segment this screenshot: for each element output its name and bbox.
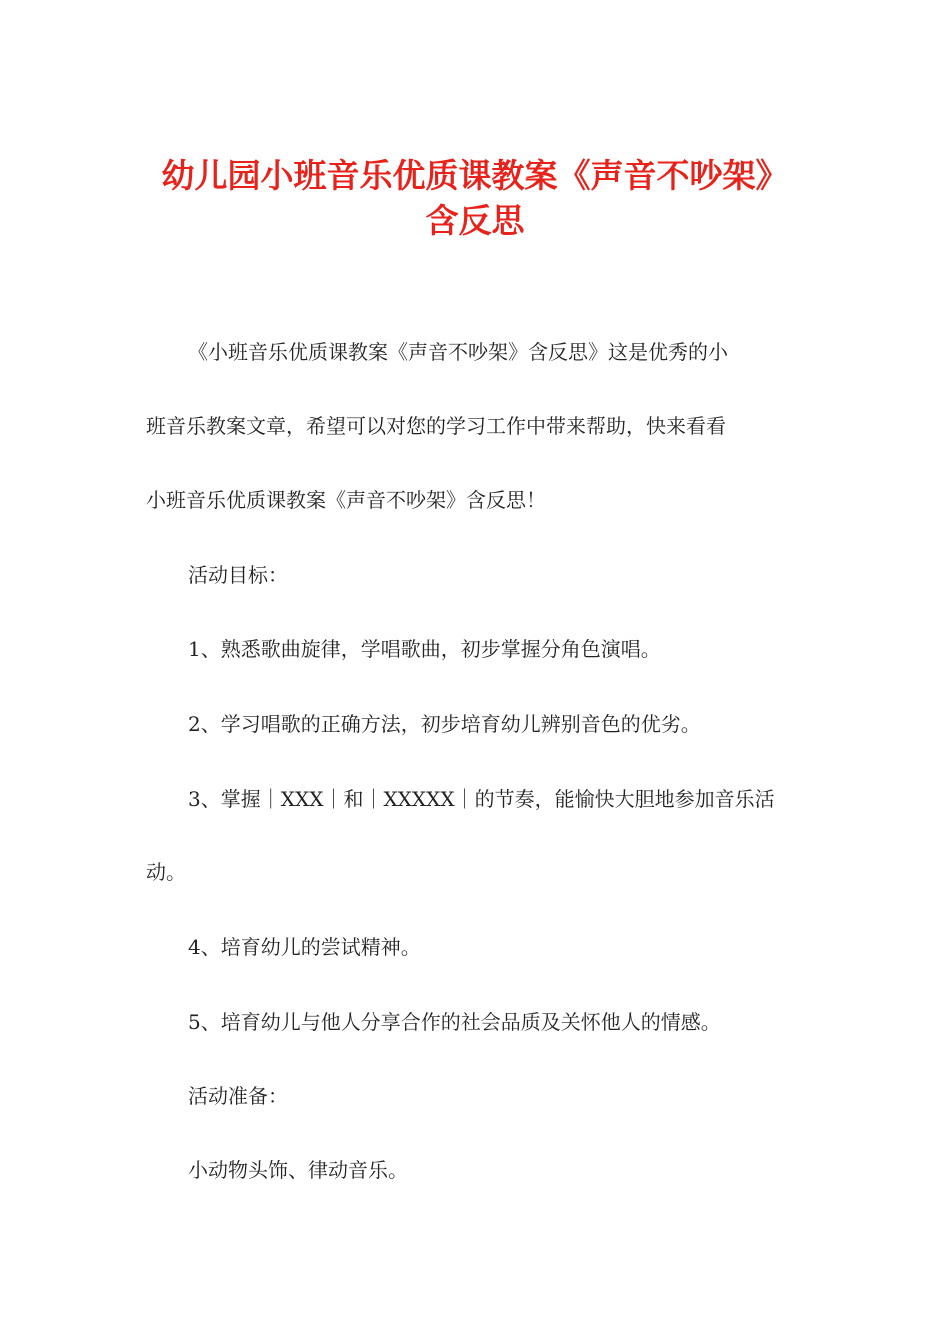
intro-line-2: 班音乐教案文章，希望可以对您的学习工作中带来帮助，快来看看 [146,414,726,438]
intro-line-1: 《小班音乐优质课教案《声音不吵架》含反思》这是优秀的小 [188,340,728,364]
intro-line-3: 小班音乐优质课教案《声音不吵架》含反思！ [146,488,546,512]
goals-heading: 活动目标： [188,563,288,587]
document-title-line-2: 含反思 [425,201,525,240]
goal-item-3-line-1: 3、掌握｜XXX｜和｜XXXXX｜的节奏，能愉快大胆地参加音乐活 [188,787,775,811]
goal-item-3-line-2: 动。 [146,860,186,884]
goal-item-5: 5、培育幼儿与他人分享合作的社会品质及关怀他人的情感。 [188,1010,721,1034]
goal-item-4: 4、培育幼儿的尝试精神。 [188,935,421,959]
prep-heading: 活动准备： [188,1084,288,1108]
prep-text: 小动物头饰、律动音乐。 [188,1158,408,1182]
goal-item-2: 2、学习唱歌的正确方法，初步培育幼儿辨别音色的优劣。 [188,712,701,736]
goal-item-1: 1、熟悉歌曲旋律，学唱歌曲，初步掌握分角色演唱。 [188,637,661,661]
document-title-line-1: 幼儿园小班音乐优质课教案《声音不吵架》 [161,156,789,195]
